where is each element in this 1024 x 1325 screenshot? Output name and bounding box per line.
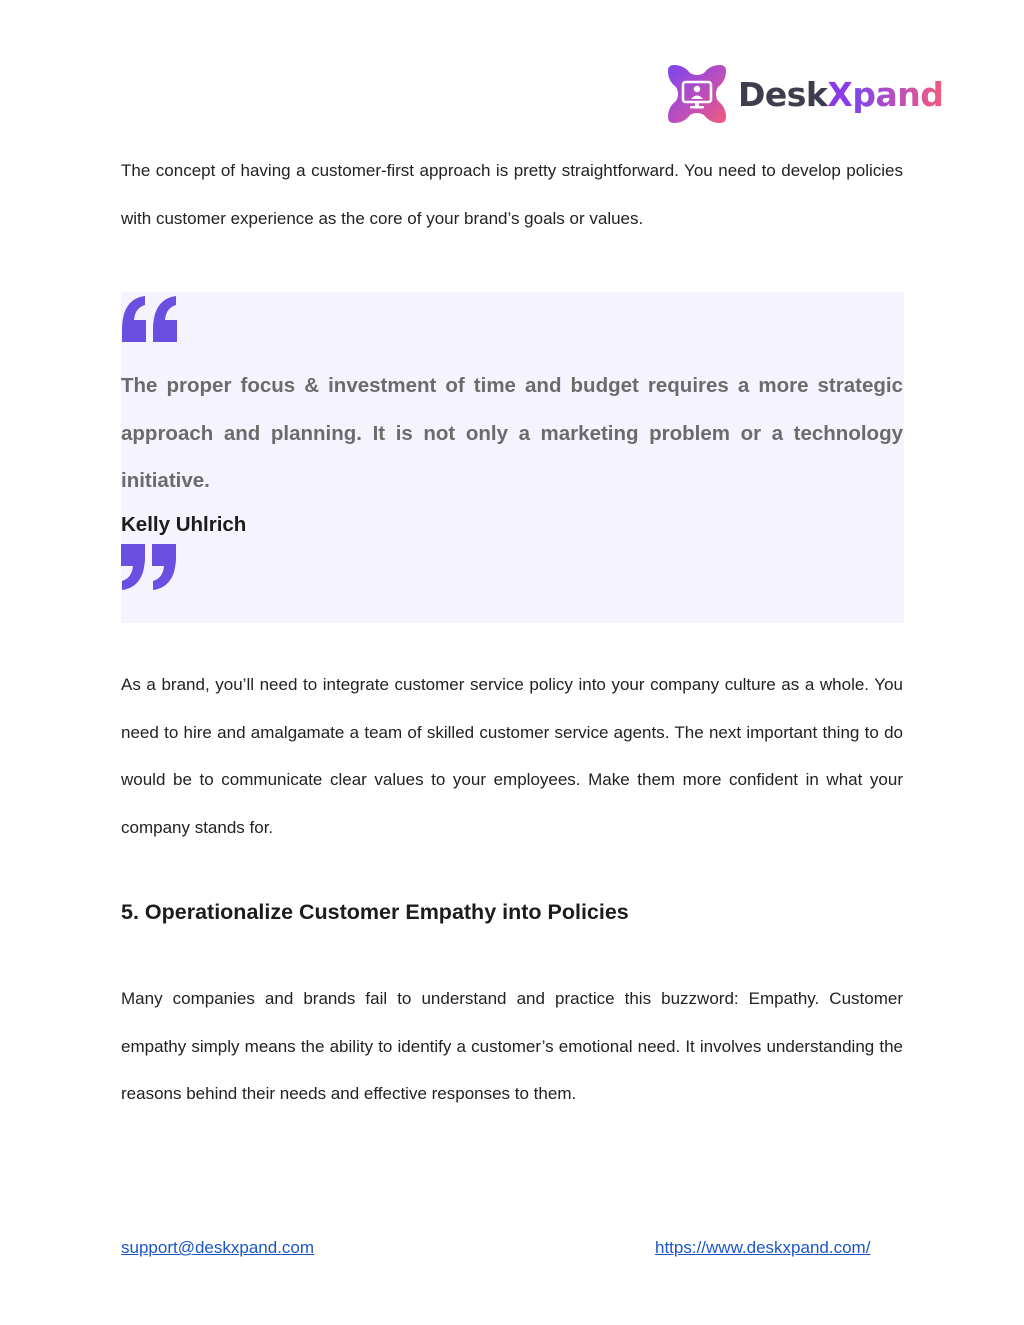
footer-website-link[interactable]: https://www.deskxpand.com/ (655, 1238, 871, 1257)
monitor-person-icon (664, 61, 730, 127)
brand-wordmark (738, 74, 944, 114)
body-paragraph-culture: As a brand, you’ll need to integrate customer service policy into your company culture as a whole. You need to hire and amalgamate a team of skilled customer service agents. The next important thing to do would be to communicate clear values to your employees. Make them more confident in what your company stands for. (121, 675, 903, 837)
quote-close-icon (121, 542, 177, 592)
quote-author: Kelly Uhlrich (121, 513, 247, 536)
brand-name-pand: pand (852, 74, 944, 114)
body-paragraph-empathy: Many companies and brands fail to understand and practice this buzzword: Empathy. Customer empathy simply means the ability to identify a customer’s emotional need. It involves understanding the reasons behind their needs and effective responses to them. (121, 989, 903, 1103)
footer-email-link[interactable]: support@deskxpand.com (121, 1238, 315, 1257)
brand-name-x: X (827, 74, 853, 114)
brand-name-desk: Desk (738, 74, 828, 114)
section-heading: 5. Operationalize Customer Empathy into Policies (121, 900, 629, 924)
quote-open-icon (121, 294, 177, 344)
quote-text: The proper focus & investment of time and budget requires a more strategic approach and planning. It is not only a marketing problem or a technology initiative. (121, 374, 903, 492)
intro-paragraph: The concept of having a customer-first approach is pretty straightforward. You need to develop policies with customer experience as the core of your brand’s goals or values. (121, 161, 903, 228)
brand-logo (664, 60, 943, 128)
